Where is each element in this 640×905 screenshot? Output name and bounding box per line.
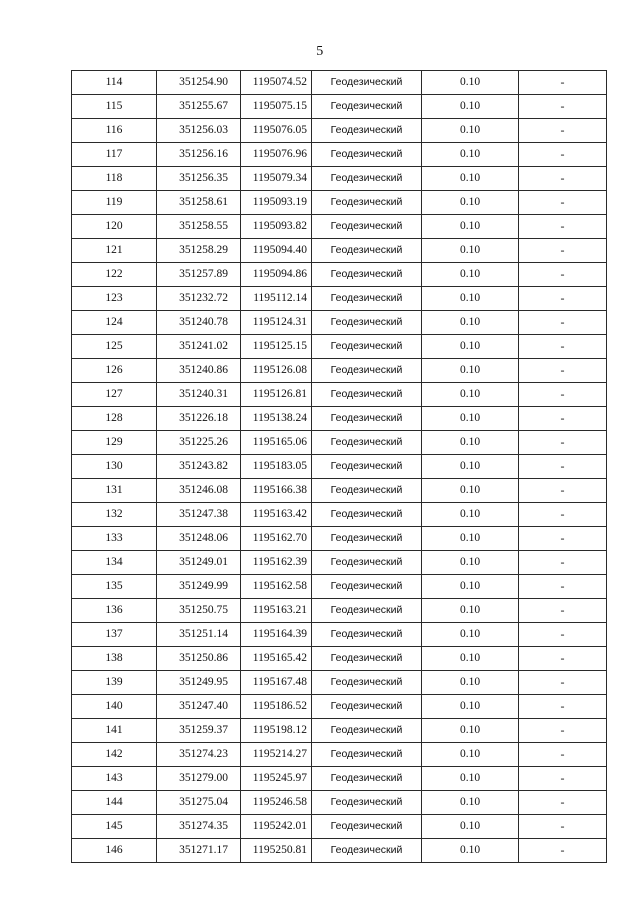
point-number-cell: 119 xyxy=(72,191,157,215)
accuracy-cell: 0.10 xyxy=(422,767,519,791)
point-number-cell: 128 xyxy=(72,407,157,431)
method-cell: Геодезический xyxy=(312,599,422,623)
y-coordinate-cell: 1195076.96 xyxy=(241,143,312,167)
table-row xyxy=(72,791,607,815)
method-cell: Геодезический xyxy=(312,815,422,839)
accuracy-cell: 0.10 xyxy=(422,335,519,359)
point-number-cell: 129 xyxy=(72,431,157,455)
point-number-cell: 124 xyxy=(72,311,157,335)
note-cell: - xyxy=(519,167,607,191)
point-number-cell: 136 xyxy=(72,599,157,623)
table-row xyxy=(72,671,607,695)
method-cell: Геодезический xyxy=(312,191,422,215)
table-row xyxy=(72,71,607,95)
table-row xyxy=(72,719,607,743)
point-number-cell: 144 xyxy=(72,791,157,815)
note-cell: - xyxy=(519,479,607,503)
x-coordinate-cell: 351232.72 xyxy=(157,287,241,311)
point-number-cell: 116 xyxy=(72,119,157,143)
y-coordinate-cell: 1195165.06 xyxy=(241,431,312,455)
method-cell: Геодезический xyxy=(312,503,422,527)
note-cell: - xyxy=(519,839,607,863)
note-cell: - xyxy=(519,143,607,167)
accuracy-cell: 0.10 xyxy=(422,215,519,239)
x-coordinate-cell: 351248.06 xyxy=(157,527,241,551)
y-coordinate-cell: 1195075.15 xyxy=(241,95,312,119)
table-row xyxy=(72,575,607,599)
accuracy-cell: 0.10 xyxy=(422,311,519,335)
note-cell: - xyxy=(519,575,607,599)
accuracy-cell: 0.10 xyxy=(422,455,519,479)
note-cell: - xyxy=(519,695,607,719)
y-coordinate-cell: 1195093.19 xyxy=(241,191,312,215)
point-number-cell: 133 xyxy=(72,527,157,551)
accuracy-cell: 0.10 xyxy=(422,95,519,119)
accuracy-cell: 0.10 xyxy=(422,719,519,743)
x-coordinate-cell: 351254.90 xyxy=(157,71,241,95)
method-cell: Геодезический xyxy=(312,551,422,575)
y-coordinate-cell: 1195164.39 xyxy=(241,623,312,647)
table-row xyxy=(72,383,607,407)
x-coordinate-cell: 351274.23 xyxy=(157,743,241,767)
x-coordinate-cell: 351240.31 xyxy=(157,383,241,407)
page-number: 5 xyxy=(316,44,324,59)
note-cell: - xyxy=(519,215,607,239)
accuracy-cell: 0.10 xyxy=(422,743,519,767)
x-coordinate-cell: 351250.75 xyxy=(157,599,241,623)
y-coordinate-cell: 1195112.14 xyxy=(241,287,312,311)
y-coordinate-cell: 1195124.31 xyxy=(241,311,312,335)
note-cell: - xyxy=(519,71,607,95)
x-coordinate-cell: 351240.86 xyxy=(157,359,241,383)
method-cell: Геодезический xyxy=(312,623,422,647)
x-coordinate-cell: 351225.26 xyxy=(157,431,241,455)
x-coordinate-cell: 351257.89 xyxy=(157,263,241,287)
method-cell: Геодезический xyxy=(312,239,422,263)
accuracy-cell: 0.10 xyxy=(422,71,519,95)
x-coordinate-cell: 351271.17 xyxy=(157,839,241,863)
note-cell: - xyxy=(519,287,607,311)
x-coordinate-cell: 351249.01 xyxy=(157,551,241,575)
table-row xyxy=(72,359,607,383)
coordinates-table-body xyxy=(72,71,607,863)
y-coordinate-cell: 1195138.24 xyxy=(241,407,312,431)
point-number-cell: 118 xyxy=(72,167,157,191)
point-number-cell: 127 xyxy=(72,383,157,407)
accuracy-cell: 0.10 xyxy=(422,143,519,167)
table-row xyxy=(72,191,607,215)
y-coordinate-cell: 1195245.97 xyxy=(241,767,312,791)
point-number-cell: 132 xyxy=(72,503,157,527)
point-number-cell: 137 xyxy=(72,623,157,647)
table-row xyxy=(72,479,607,503)
x-coordinate-cell: 351256.03 xyxy=(157,119,241,143)
point-number-cell: 131 xyxy=(72,479,157,503)
point-number-cell: 140 xyxy=(72,695,157,719)
table-row xyxy=(72,695,607,719)
table-row xyxy=(72,455,607,479)
method-cell: Геодезический xyxy=(312,311,422,335)
note-cell: - xyxy=(519,647,607,671)
point-number-cell: 130 xyxy=(72,455,157,479)
x-coordinate-cell: 351251.14 xyxy=(157,623,241,647)
x-coordinate-cell: 351259.37 xyxy=(157,719,241,743)
method-cell: Геодезический xyxy=(312,839,422,863)
point-number-cell: 117 xyxy=(72,143,157,167)
table-row xyxy=(72,239,607,263)
table-row xyxy=(72,743,607,767)
note-cell: - xyxy=(519,263,607,287)
accuracy-cell: 0.10 xyxy=(422,383,519,407)
point-number-cell: 142 xyxy=(72,743,157,767)
x-coordinate-cell: 351240.78 xyxy=(157,311,241,335)
note-cell: - xyxy=(519,599,607,623)
x-coordinate-cell: 351256.16 xyxy=(157,143,241,167)
method-cell: Геодезический xyxy=(312,359,422,383)
point-number-cell: 141 xyxy=(72,719,157,743)
note-cell: - xyxy=(519,791,607,815)
x-coordinate-cell: 351255.67 xyxy=(157,95,241,119)
y-coordinate-cell: 1195163.42 xyxy=(241,503,312,527)
accuracy-cell: 0.10 xyxy=(422,119,519,143)
table-row xyxy=(72,215,607,239)
accuracy-cell: 0.10 xyxy=(422,575,519,599)
point-number-cell: 114 xyxy=(72,71,157,95)
y-coordinate-cell: 1195166.38 xyxy=(241,479,312,503)
y-coordinate-cell: 1195162.39 xyxy=(241,551,312,575)
point-number-cell: 138 xyxy=(72,647,157,671)
x-coordinate-cell: 351241.02 xyxy=(157,335,241,359)
point-number-cell: 143 xyxy=(72,767,157,791)
y-coordinate-cell: 1195076.05 xyxy=(241,119,312,143)
y-coordinate-cell: 1195186.52 xyxy=(241,695,312,719)
point-number-cell: 135 xyxy=(72,575,157,599)
point-number-cell: 123 xyxy=(72,287,157,311)
note-cell: - xyxy=(519,407,607,431)
note-cell: - xyxy=(519,503,607,527)
accuracy-cell: 0.10 xyxy=(422,191,519,215)
table-row xyxy=(72,407,607,431)
x-coordinate-cell: 351258.55 xyxy=(157,215,241,239)
x-coordinate-cell: 351279.00 xyxy=(157,767,241,791)
note-cell: - xyxy=(519,335,607,359)
accuracy-cell: 0.10 xyxy=(422,239,519,263)
note-cell: - xyxy=(519,431,607,455)
y-coordinate-cell: 1195250.81 xyxy=(241,839,312,863)
accuracy-cell: 0.10 xyxy=(422,263,519,287)
accuracy-cell: 0.10 xyxy=(422,167,519,191)
accuracy-cell: 0.10 xyxy=(422,503,519,527)
note-cell: - xyxy=(519,815,607,839)
accuracy-cell: 0.10 xyxy=(422,647,519,671)
point-number-cell: 134 xyxy=(72,551,157,575)
x-coordinate-cell: 351243.82 xyxy=(157,455,241,479)
x-coordinate-cell: 351249.99 xyxy=(157,575,241,599)
accuracy-cell: 0.10 xyxy=(422,623,519,647)
table-row xyxy=(72,167,607,191)
point-number-cell: 115 xyxy=(72,95,157,119)
point-number-cell: 121 xyxy=(72,239,157,263)
method-cell: Геодезический xyxy=(312,791,422,815)
method-cell: Геодезический xyxy=(312,143,422,167)
y-coordinate-cell: 1195074.52 xyxy=(241,71,312,95)
accuracy-cell: 0.10 xyxy=(422,287,519,311)
x-coordinate-cell: 351250.86 xyxy=(157,647,241,671)
method-cell: Геодезический xyxy=(312,671,422,695)
note-cell: - xyxy=(519,119,607,143)
method-cell: Геодезический xyxy=(312,407,422,431)
accuracy-cell: 0.10 xyxy=(422,695,519,719)
method-cell: Геодезический xyxy=(312,719,422,743)
table-row xyxy=(72,335,607,359)
accuracy-cell: 0.10 xyxy=(422,431,519,455)
note-cell: - xyxy=(519,719,607,743)
x-coordinate-cell: 351247.38 xyxy=(157,503,241,527)
accuracy-cell: 0.10 xyxy=(422,359,519,383)
x-coordinate-cell: 351256.35 xyxy=(157,167,241,191)
y-coordinate-cell: 1195214.27 xyxy=(241,743,312,767)
method-cell: Геодезический xyxy=(312,575,422,599)
accuracy-cell: 0.10 xyxy=(422,815,519,839)
coordinates-table-wrapper xyxy=(71,70,606,863)
method-cell: Геодезический xyxy=(312,383,422,407)
table-row xyxy=(72,311,607,335)
table-row xyxy=(72,527,607,551)
note-cell: - xyxy=(519,623,607,647)
method-cell: Геодезический xyxy=(312,455,422,479)
accuracy-cell: 0.10 xyxy=(422,839,519,863)
y-coordinate-cell: 1195094.86 xyxy=(241,263,312,287)
table-row xyxy=(72,503,607,527)
y-coordinate-cell: 1195162.58 xyxy=(241,575,312,599)
y-coordinate-cell: 1195183.05 xyxy=(241,455,312,479)
table-row xyxy=(72,263,607,287)
point-number-cell: 139 xyxy=(72,671,157,695)
point-number-cell: 145 xyxy=(72,815,157,839)
y-coordinate-cell: 1195126.08 xyxy=(241,359,312,383)
accuracy-cell: 0.10 xyxy=(422,479,519,503)
method-cell: Геодезический xyxy=(312,695,422,719)
x-coordinate-cell: 351226.18 xyxy=(157,407,241,431)
accuracy-cell: 0.10 xyxy=(422,599,519,623)
table-row xyxy=(72,431,607,455)
method-cell: Геодезический xyxy=(312,527,422,551)
method-cell: Геодезический xyxy=(312,71,422,95)
method-cell: Геодезический xyxy=(312,647,422,671)
table-row xyxy=(72,623,607,647)
note-cell: - xyxy=(519,191,607,215)
note-cell: - xyxy=(519,239,607,263)
note-cell: - xyxy=(519,527,607,551)
note-cell: - xyxy=(519,671,607,695)
table-row xyxy=(72,839,607,863)
y-coordinate-cell: 1195126.81 xyxy=(241,383,312,407)
y-coordinate-cell: 1195125.15 xyxy=(241,335,312,359)
point-number-cell: 122 xyxy=(72,263,157,287)
note-cell: - xyxy=(519,383,607,407)
note-cell: - xyxy=(519,95,607,119)
table-row xyxy=(72,551,607,575)
method-cell: Геодезический xyxy=(312,335,422,359)
accuracy-cell: 0.10 xyxy=(422,791,519,815)
method-cell: Геодезический xyxy=(312,263,422,287)
y-coordinate-cell: 1195165.42 xyxy=(241,647,312,671)
table-row xyxy=(72,599,607,623)
note-cell: - xyxy=(519,743,607,767)
method-cell: Геодезический xyxy=(312,479,422,503)
y-coordinate-cell: 1195246.58 xyxy=(241,791,312,815)
method-cell: Геодезический xyxy=(312,167,422,191)
x-coordinate-cell: 351274.35 xyxy=(157,815,241,839)
coordinates-table xyxy=(71,70,607,863)
point-number-cell: 120 xyxy=(72,215,157,239)
method-cell: Геодезический xyxy=(312,287,422,311)
note-cell: - xyxy=(519,359,607,383)
method-cell: Геодезический xyxy=(312,119,422,143)
accuracy-cell: 0.10 xyxy=(422,407,519,431)
table-row xyxy=(72,119,607,143)
y-coordinate-cell: 1195242.01 xyxy=(241,815,312,839)
table-row xyxy=(72,647,607,671)
accuracy-cell: 0.10 xyxy=(422,671,519,695)
method-cell: Геодезический xyxy=(312,431,422,455)
method-cell: Геодезический xyxy=(312,95,422,119)
accuracy-cell: 0.10 xyxy=(422,527,519,551)
note-cell: - xyxy=(519,311,607,335)
method-cell: Геодезический xyxy=(312,743,422,767)
x-coordinate-cell: 351246.08 xyxy=(157,479,241,503)
point-number-cell: 146 xyxy=(72,839,157,863)
table-row xyxy=(72,287,607,311)
y-coordinate-cell: 1195163.21 xyxy=(241,599,312,623)
note-cell: - xyxy=(519,551,607,575)
method-cell: Геодезический xyxy=(312,215,422,239)
x-coordinate-cell: 351258.61 xyxy=(157,191,241,215)
method-cell: Геодезический xyxy=(312,767,422,791)
x-coordinate-cell: 351247.40 xyxy=(157,695,241,719)
point-number-cell: 125 xyxy=(72,335,157,359)
accuracy-cell: 0.10 xyxy=(422,551,519,575)
table-row xyxy=(72,815,607,839)
x-coordinate-cell: 351249.95 xyxy=(157,671,241,695)
table-row xyxy=(72,767,607,791)
point-number-cell: 126 xyxy=(72,359,157,383)
x-coordinate-cell: 351258.29 xyxy=(157,239,241,263)
table-row xyxy=(72,143,607,167)
y-coordinate-cell: 1195093.82 xyxy=(241,215,312,239)
y-coordinate-cell: 1195198.12 xyxy=(241,719,312,743)
note-cell: - xyxy=(519,767,607,791)
x-coordinate-cell: 351275.04 xyxy=(157,791,241,815)
y-coordinate-cell: 1195079.34 xyxy=(241,167,312,191)
note-cell: - xyxy=(519,455,607,479)
y-coordinate-cell: 1195167.48 xyxy=(241,671,312,695)
y-coordinate-cell: 1195094.40 xyxy=(241,239,312,263)
y-coordinate-cell: 1195162.70 xyxy=(241,527,312,551)
table-row xyxy=(72,95,607,119)
